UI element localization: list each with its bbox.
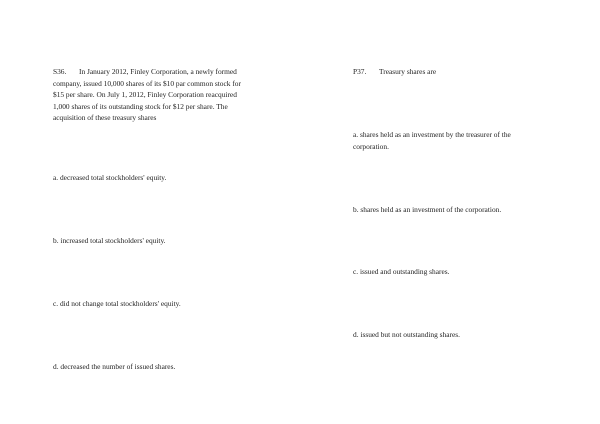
question-s36-stem	[53, 66, 271, 124]
option-s36-a: a. decreased total stockholders' equity.	[53, 173, 167, 182]
question-number: S36.	[53, 67, 67, 76]
stem-line: In January 2012, Finley Corporation, a newly formed	[79, 67, 237, 76]
stem-text: Treasury shares are	[379, 67, 437, 76]
option-p37-a: a. shares held as an investment by the treasurer of the corporation.	[353, 130, 511, 151]
option-p37-d: d. issued but not outstanding shares.	[353, 330, 460, 339]
question-p37	[353, 66, 543, 78]
option-s36-c: c. did not change total stockholders' equity.	[53, 299, 181, 308]
stem-line: acquisition of these treasury shares	[53, 113, 157, 122]
option-p37-b: b. shares held as an investment of the corporation.	[353, 205, 502, 214]
question-number: P37.	[353, 67, 367, 76]
option-p37-c: c. issued and outstanding shares.	[353, 267, 450, 276]
option-s36-d: d. decreased the number of issued shares.	[53, 362, 176, 371]
stem-line: $15 per share. On July 1, 2012, Finley Corporation reacquired	[53, 90, 237, 99]
question-s36	[53, 66, 271, 124]
question-p37-stem	[353, 66, 543, 78]
stem-line: 1,000 shares of its outstanding stock for $12 per share. The	[53, 101, 228, 111]
option-s36-b: b. increased total stockholders' equity.	[53, 236, 166, 245]
stem-line: company, issued 10,000 shares of its $10 par common stock for	[53, 78, 241, 88]
